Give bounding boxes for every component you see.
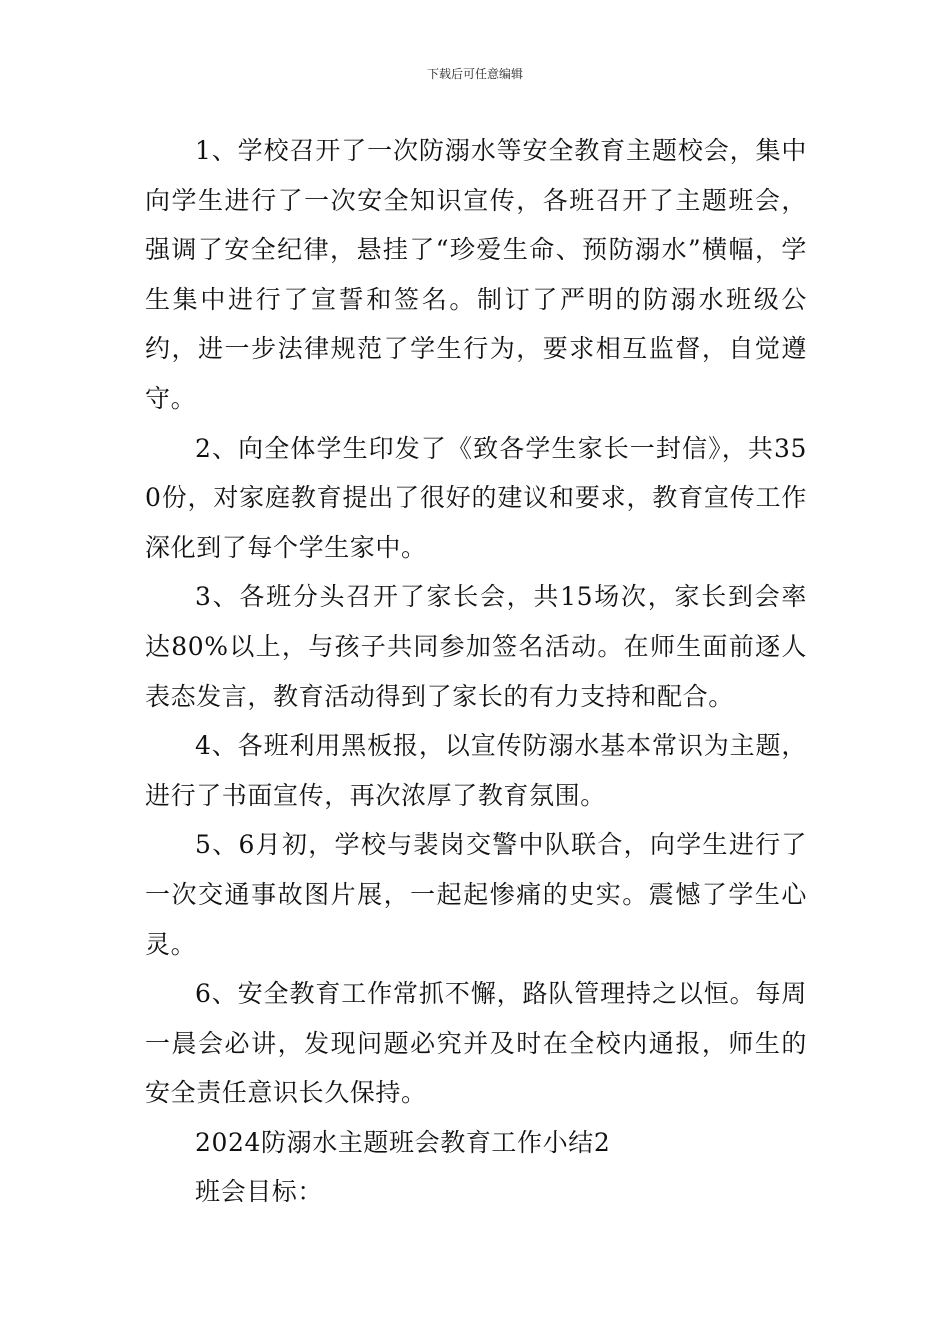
section-heading: 2024防溺水主题班会教育工作小结2 — [195, 1127, 611, 1157]
document-body — [145, 126, 807, 1217]
section-subheading: 班会目标： — [195, 1177, 324, 1207]
paragraph-6: 6、安全教育工作常抓不懈，路队管理持之以恒。每周一晨会必讲，发现问题必究并及时在全校内通报，师生的安全责任意识长久保持。 — [145, 979, 807, 1108]
paragraph-2: 2、向全体学生印发了《致各学生家长一封信》，共350份，对家庭教育提出了很好的建议和要求，教育宣传工作深化到了每个学生家中。 — [145, 433, 807, 562]
paragraph-1: 1、学校召开了一次防溺水等安全教育主题校会，集中向学生进行了一次安全知识宣传，各班召开了主题班会，强调了安全纪律，悬挂了“珍爱生命、预防溺水”横幅，学生集中进行了宣誓和签名。制订了严明的防溺水班级公约，进一步法律规范了学生行为，要求相互监督，自觉遵守。 — [145, 136, 807, 413]
paragraph-3: 3、各班分头召开了家长会，共15场次，家长到会率达80%以上，与孩子共同参加签名活动。在师生面前逐人表态发言，教育活动得到了家长的有力支持和配合。 — [145, 582, 807, 711]
paragraph-4: 4、各班利用黑板报，以宣传防溺水基本常识为主题，进行了书面宣传，再次浓厚了教育氛围。 — [145, 731, 807, 810]
paragraph-5: 5、6月初，学校与裴岗交警中队联合，向学生进行了一次交通事故图片展，一起起惨痛的史实。震憾了学生心灵。 — [145, 830, 807, 959]
page-header: 下载后可任意编辑 — [426, 67, 523, 81]
